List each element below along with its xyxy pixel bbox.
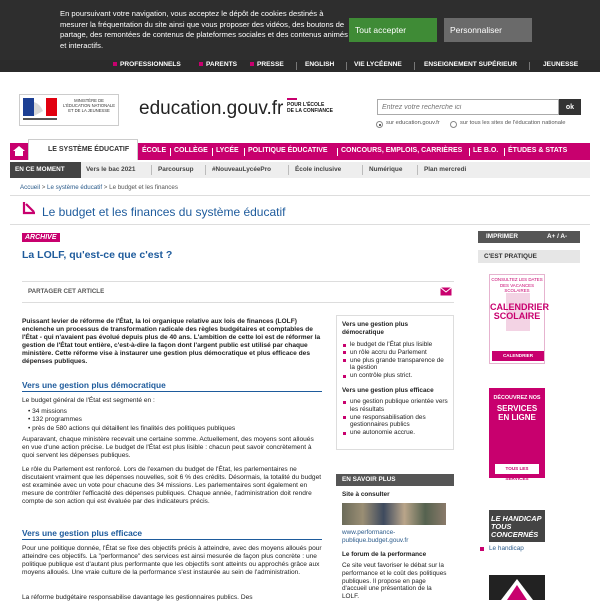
paragraph: Le rôle du Parlement est renforcé. Lors de l'examen du budget de l'État, les parlementaires ne discutaient vraiment que les dépenses nouvelles, soit 6 % des crédits. Désormais, la totalité du budget est examinée avec un vote pour chacune des 34 missions. Les parlementaires sont également en mesure de contrôler l'efficacité des dépenses publiques. Chaque année, l'administration doit rendre compte de son action qui est évaluée par des indicateurs précis. — [22, 466, 322, 505]
list-item: un contrôle plus strict. — [342, 372, 448, 380]
topbar-vie-lyceenne[interactable]: VIE LYCÉENNE — [354, 61, 402, 68]
summary-heading: Vers une gestion plus démocratique — [342, 321, 409, 336]
cal-caption: CONSULTEZ LES DATES DES VACANCES SCOLAIRES — [491, 277, 543, 293]
list-item: un rôle accru du Parlement — [342, 349, 448, 357]
warning-triangle-icon — [489, 575, 545, 600]
search-button[interactable]: ok — [559, 99, 581, 115]
accept-all-button[interactable]: Tout accepter — [349, 18, 437, 42]
divider — [10, 224, 590, 225]
divider — [170, 148, 171, 156]
nav-item-concours[interactable]: CONCOURS, EMPLOIS, CARRIÈRES — [341, 147, 463, 154]
breadcrumb-separator: > — [103, 184, 110, 191]
list-item: • 132 programmes — [28, 416, 322, 424]
share-article[interactable]: PARTAGER CET ARTICLE — [28, 288, 105, 295]
topbar-professionnels[interactable]: PROFESSIONNELS — [113, 61, 181, 68]
paragraph: La réforme budgétaire responsabilise davantage les gestionnaires publics. Des — [22, 594, 253, 601]
summary-list — [342, 341, 448, 380]
en-savoir-plus-header: EN SAVOIR PLUS — [336, 474, 454, 486]
breadcrumb-separator: > — [41, 184, 48, 191]
services-en-ligne-banner[interactable] — [489, 388, 545, 481]
divider — [22, 281, 454, 282]
subnav-nouveau-lycee-pro[interactable]: #NouveauLycéePro — [212, 166, 272, 173]
divider — [212, 148, 213, 156]
ministry-logo[interactable] — [19, 94, 119, 126]
nav-item-etudes-stats[interactable]: ÉTUDES & STATS — [508, 147, 568, 154]
divider — [346, 62, 347, 70]
subnav-parcoursup[interactable]: Parcoursup — [158, 166, 194, 173]
list-item: une plus grande transparence de la gestion — [342, 357, 448, 373]
calendrier-scolaire-button[interactable]: CALENDRIER SCOLAIRE — [492, 351, 544, 361]
summary-list — [342, 398, 448, 437]
radio-all-sites[interactable] — [450, 121, 457, 128]
divider — [529, 62, 530, 70]
calendrier-scolaire-banner[interactable] — [489, 274, 550, 368]
topbar-english[interactable]: ENGLISH — [305, 61, 335, 68]
section-heading: Vers une gestion plus démocratique — [22, 380, 166, 390]
nav-item-ecole[interactable]: ÉCOLE — [142, 147, 167, 154]
srv-caption: DÉCOUVREZ NOS — [493, 395, 541, 401]
nav-active-label: LE SYSTÈME ÉDUCATIF — [48, 146, 130, 153]
list-item: le budget de l'État plus lisible — [342, 341, 448, 349]
top-utility-bar — [0, 60, 600, 72]
missions-list — [28, 408, 322, 433]
text-size-button[interactable]: A+ / A- — [547, 233, 568, 240]
divider — [469, 148, 470, 156]
paragraph: Auparavant, chaque ministère recevait une certaine somme. Actuellement, des moyens sont alloués en vue d'une action précise. Le budget de l'État est plus lisible : chacun peut savoir concrètement à quoi servent les dépenses publiques. — [22, 436, 314, 459]
divider — [296, 62, 297, 70]
subnav-ecole-inclusive[interactable]: École inclusive — [295, 166, 342, 173]
nav-item-lycee[interactable]: LYCÉE — [216, 147, 239, 154]
breadcrumb — [20, 184, 178, 191]
list-item: une gestion publique orientée vers les résultats — [342, 398, 448, 414]
handicap-title: LE HANDICAP TOUS CONCERNÉS — [491, 514, 542, 539]
performance-site-thumbnail[interactable] — [342, 503, 446, 525]
square-bullet-icon — [113, 62, 117, 66]
radio-site-label: sur education.gouv.fr — [386, 120, 440, 126]
customize-button[interactable]: Personnaliser — [444, 18, 532, 42]
search-input[interactable] — [377, 99, 559, 115]
divider — [288, 165, 289, 175]
list-item: • près de 580 actions qui détaillent les finalités des politiques publiques — [28, 425, 322, 433]
divider — [362, 165, 363, 175]
divider — [414, 62, 415, 70]
divider — [22, 391, 322, 392]
list-item: • 34 missions — [28, 408, 322, 416]
site-name[interactable]: education.gouv.fr — [139, 98, 284, 119]
list-item: une responsabilisation des gestionnaires publics — [342, 414, 448, 430]
topbar-enseignement-superieur[interactable]: ENSEIGNEMENT SUPÉRIEUR — [424, 61, 518, 68]
paragraph: Le budget général de l'État est segmenté en : — [22, 397, 155, 404]
divider — [151, 165, 152, 175]
title-arrow-icon — [22, 201, 36, 215]
print-button[interactable]: IMPRIMER — [486, 233, 518, 240]
breadcrumb-home[interactable]: Accueil — [20, 184, 40, 191]
slogan: POUR L'ÉCOLE DE LA CONFIANCE — [287, 102, 333, 114]
article-intro: Puissant levier de réforme de l'État, la loi organique relative aux lois de finances (LOLF) enclenche un processus de transformation radicale des règles budgétaires et comptables de l'État - qui n'avaient pas évolué depuis plus de 40 ans. L'ambition de cette loi est de réformer la gestion de l'État tout entière, c'est-à-dire la façon dont l'argent public est utilisé par chaque ministère. Cette réforme vise à instaurer une gestion plus démocratique et plus efficace des dépenses publiques. — [22, 318, 321, 365]
mail-icon[interactable] — [440, 287, 452, 296]
divider — [22, 302, 454, 303]
tous-les-services-button[interactable]: TOUS LES SERVICES — [495, 464, 539, 474]
home-icon[interactable] — [12, 145, 26, 157]
divider — [22, 539, 322, 540]
square-bullet-icon — [480, 547, 484, 551]
handicap-banner[interactable] — [489, 510, 545, 542]
cest-pratique-header: C'EST PRATIQUE — [478, 250, 580, 263]
nav-item-bo[interactable]: LE B.O. — [473, 147, 499, 154]
square-bullet-icon — [250, 62, 254, 66]
performance-site-link[interactable]: www.performance-publique.budget.gouv.fr — [342, 529, 409, 544]
subnav-bac-2021[interactable]: Vers le bac 2021 — [86, 166, 136, 173]
divider — [244, 148, 245, 156]
paragraph: Pour une politique donnée, l'État se fixe des objectifs précis à atteindre, avec des moyens alloués pour atteindre ces objectifs. La "performance" des services est ainsi mesurée de façon plus concrète : une politique publique est d'autant plus performante que les objectifs sont atteints ou approchés grâce aux moyens alloués. Une vraie culture de la performance s'est instaurée au sein de l'administration. — [22, 545, 322, 576]
topbar-presse[interactable]: PRESSE — [250, 61, 284, 68]
site-a-consulter-label: Site à consulter — [342, 491, 390, 498]
radio-all-sites-label: sur tous les sites de l'éducation nationale — [460, 120, 566, 126]
list-item: une autonomie accrue. — [342, 429, 448, 437]
en-ce-moment-label: EN CE MOMENT — [10, 162, 81, 178]
nav-item-college[interactable]: COLLÈGE — [174, 147, 208, 154]
cookie-text: En poursuivant votre navigation, vous acceptez le dépôt de cookies destinés à mesurer la fréquentation du site ainsi que vous proposer des vidéos, des boutons de partage, des remontées de contenus de plateformes sociales et des contenus animés et interactifs. — [60, 9, 348, 50]
marianne-flag-icon — [23, 98, 57, 122]
summary-heading: Vers une gestion plus efficace — [342, 387, 434, 394]
breadcrumb-systeme-educatif[interactable]: Le système éducatif — [47, 184, 103, 191]
handicap-link[interactable]: Le handicap — [489, 545, 524, 552]
promo-banner[interactable] — [489, 575, 545, 600]
forum-title: Le forum de la performance — [342, 551, 427, 558]
slogan-accent — [287, 98, 297, 100]
cookie-banner — [0, 0, 600, 60]
page-title: Le budget et les finances du système éducatif — [42, 205, 286, 219]
srv-title: SERVICES EN LIGNE — [496, 404, 538, 422]
subnav-numerique[interactable]: Numérique — [369, 166, 403, 173]
article-title: La LOLF, qu'est-ce que c'est ? — [22, 249, 173, 261]
radio-site[interactable] — [376, 121, 383, 128]
divider — [10, 195, 590, 196]
divider — [337, 148, 338, 156]
divider — [205, 165, 206, 175]
topbar-parents[interactable]: PARENTS — [199, 61, 237, 68]
archive-badge: ARCHIVE — [22, 233, 60, 242]
forum-text: Ce site veut favoriser le débat sur la performance et le coût des politiques publiques. Il propose en page d'accueil une présentation de la LOLF. — [342, 562, 447, 601]
divider — [417, 165, 418, 175]
section-heading: Vers une gestion plus efficace — [22, 528, 143, 538]
cal-title: CALENDRIER SCOLAIRE — [490, 302, 550, 321]
square-bullet-icon — [199, 62, 203, 66]
subnav-plan-mercredi[interactable]: Plan mercredi — [424, 166, 467, 173]
divider — [504, 148, 505, 156]
breadcrumb-current: Le budget et les finances — [109, 184, 178, 191]
ministry-name: MINISTÈRE DE L'ÉDUCATION NATIONALE ET DE LA JEUNESSE — [62, 98, 116, 113]
topbar-jeunesse[interactable]: JEUNESSE — [543, 61, 579, 68]
nav-item-politique-educative[interactable]: POLITIQUE ÉDUCATIVE — [248, 147, 328, 154]
